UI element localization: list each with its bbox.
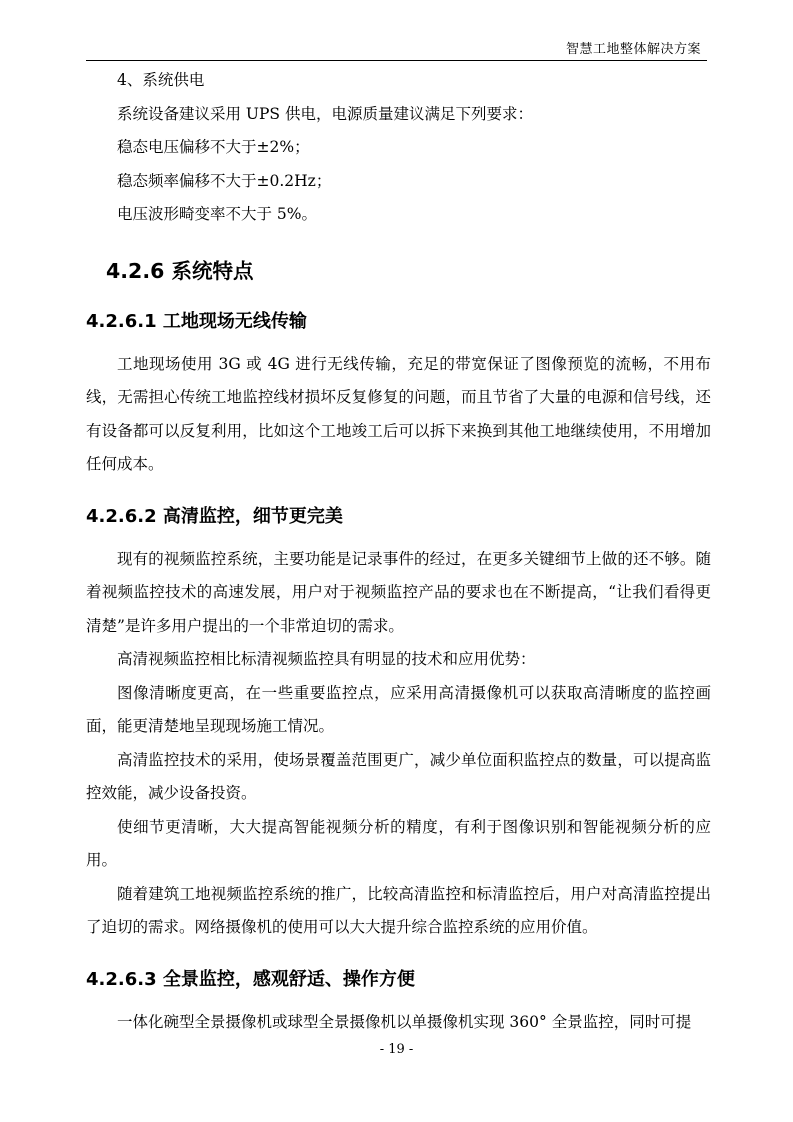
- page-number: - 19 -: [379, 1042, 414, 1057]
- hd-paragraph: 使细节更清晰，大大提高智能视频分析的精度，有利于图像识别和智能视频分析的应用。: [86, 817, 711, 869]
- section-heading-4-2-6-3: 4.2.6.3 全景监控，感观舒适、操作方便: [86, 968, 415, 990]
- hd-paragraph: 现有的视频监控系统，主要功能是记录事件的经过，在更多关键细节上做的还不够。随着视频监控技术的高速发展，用户对于视频监控产品的要求也在不断提高，“让我们看得更清楚”是许多用户提出的一个非常迫切的需求。: [86, 549, 711, 635]
- page-header-title: 智慧工地整体解决方案: [565, 42, 701, 57]
- power-line: 稳态电压偏移不大于±2%；: [117, 138, 310, 156]
- power-line: 电压波形畸变率不大于 5%。: [117, 205, 318, 223]
- wireless-paragraph: 工地现场使用 3G 或 4G 进行无线传输，充足的带宽保证了图像预览的流畅，不用布线，无需担心传统工地监控线材损坏反复修复的问题，而且节省了大量的电源和信号线，还有设备都可以反复利用，比如这个工地竣工后可以拆下来换到其他工地继续使用，不用增加任何成本。: [86, 354, 711, 473]
- power-line: 系统设备建议采用 UPS 供电，电源质量建议满足下列要求：: [117, 104, 533, 123]
- hd-paragraph: 图像清晰度更高，在一些重要监控点，应采用高清摄像机可以获取高清晰度的监控画面，能更清楚地呈现现场施工情况。: [86, 683, 711, 735]
- hd-paragraph: 高清监控技术的采用，使场景覆盖范围更广，减少单位面积监控点的数量，可以提高监控效能，减少设备投资。: [86, 750, 711, 802]
- header-divider: [86, 60, 707, 61]
- hd-paragraph: 高清视频监控相比标清视频监控具有明显的技术和应用优势：: [117, 650, 536, 668]
- section-heading-4-2-6-1: 4.2.6.1 工地现场无线传输: [86, 310, 307, 332]
- section-heading-4-2-6: 4.2.6 系统特点: [106, 258, 254, 283]
- section-heading-4-2-6-2: 4.2.6.2 高清监控，细节更完美: [86, 505, 343, 527]
- hd-paragraph: 随着建筑工地视频监控系统的推广，比较高清监控和标清监控后，用户对高清监控提出了迫切的需求。网络摄像机的使用可以大大提升综合监控系统的应用价值。: [86, 884, 711, 936]
- document-body: [86, 64, 711, 1039]
- power-line: 稳态频率偏移不大于±0.2Hz；: [117, 171, 332, 190]
- panorama-paragraph: 一体化碗型全景摄像机或球型全景摄像机以单摄像机实现 360° 全景监控，同时可提: [117, 1012, 692, 1031]
- power-heading: 4、系统供电: [117, 71, 205, 89]
